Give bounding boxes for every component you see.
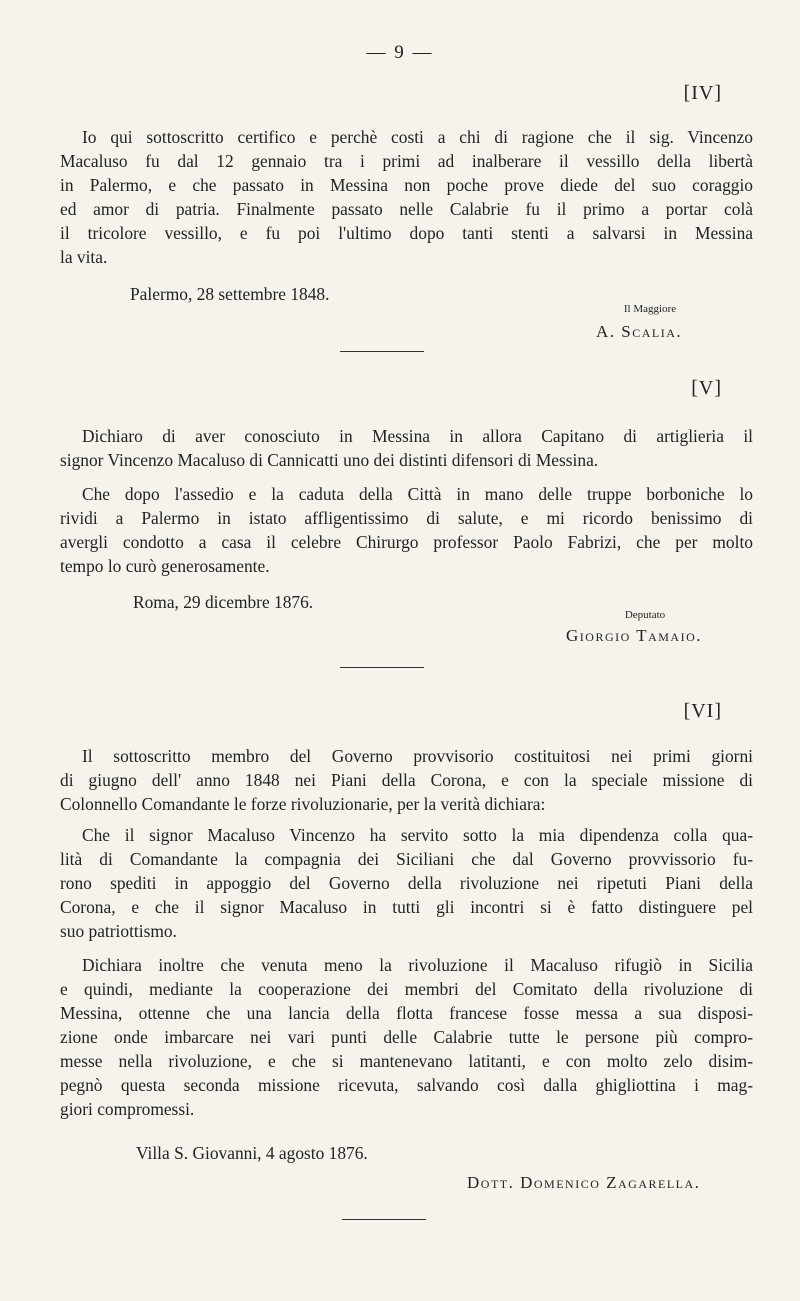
text-line: Dichiara inoltre che venuta meno la rivoluzione il Macaluso rifugiò in Sicilia bbox=[82, 955, 753, 975]
text-line: Il sottoscritto membro del Governo provvisorio costituitosi nei primi giorni bbox=[82, 746, 753, 766]
signer-name: A. Scalia. bbox=[596, 322, 683, 341]
text-line: il tricolore vessillo, e fu poi l'ultimo dopo tanti stenti a salvarsi in Messina bbox=[60, 223, 753, 243]
text-line: Dichiaro di aver conosciuto in Messina in allora Capitano di artiglieria il bbox=[82, 426, 753, 446]
text-line: lità di Comandante la compagnia dei Siciliani che dal Governo provvissorio fu- bbox=[60, 849, 753, 869]
text-line: ed amor di patria. Finalmente passato nelle Calabrie fu il primo a portar colà bbox=[60, 199, 753, 219]
section-divider bbox=[342, 1219, 426, 1220]
text-line: Che il signor Macaluso Vincenzo ha servito sotto la mia dipendenza colla qua- bbox=[82, 825, 753, 845]
text-line: in Palermo, e che passato in Messina non poche prove diede del suo coraggio bbox=[60, 175, 753, 195]
text-line: Corona, e che il signor Macaluso in tutti gli incontri si è fatto distinguere pel bbox=[60, 897, 753, 917]
section-vi-paragraph-3 bbox=[60, 953, 753, 1121]
signer-name: Giorgio Tamaio. bbox=[566, 626, 703, 645]
text-line: zione onde imbarcare nei vari punti delle Calabrie tutte le persone più compro- bbox=[60, 1027, 753, 1047]
text-line: signor Vincenzo Macaluso di Cannicatti uno dei distinti difensori di Messina. bbox=[60, 450, 599, 470]
text-line: messe nella rivoluzione, e che si mantenevano latitanti, e con molto zelo disim- bbox=[60, 1051, 753, 1071]
section-v-paragraph-2 bbox=[60, 482, 753, 578]
text-line: giori compromessi. bbox=[60, 1099, 195, 1119]
section-number-iv: [IV] bbox=[683, 82, 722, 104]
text-line: tempo lo curò generosamente. bbox=[60, 556, 270, 576]
text-line: Io qui sottoscritto certifico e perchè costi a chi di ragione che il sig. Vincenzo bbox=[82, 127, 753, 147]
section-number-v: [V] bbox=[691, 377, 722, 399]
text-line: rividi a Palermo in istato affligentissimo di salute, e mi ricordo benissimo di bbox=[60, 508, 753, 528]
place-date: Palermo, 28 settembre 1848. bbox=[130, 284, 330, 304]
text-line: Colonnello Comandante le forze rivoluzionarie, per la verità dichiara: bbox=[60, 794, 546, 814]
place-date: Roma, 29 dicembre 1876. bbox=[133, 592, 314, 612]
text-line: e quindi, mediante la cooperazione dei membri del Comitato della rivoluzione di bbox=[60, 979, 753, 999]
signer-title: Il Maggiore bbox=[623, 303, 677, 315]
text-line: suo patriottismo. bbox=[60, 921, 177, 941]
section-number-vi: [VI] bbox=[683, 700, 722, 722]
text-line: Che dopo l'assedio e la caduta della Città in mano delle truppe borboniche lo bbox=[82, 484, 753, 504]
section-vi-paragraph-1 bbox=[60, 744, 753, 816]
section-divider bbox=[340, 667, 424, 668]
signer-name: Dott. Domenico Zagarella. bbox=[467, 1173, 701, 1192]
section-iv-paragraph-1 bbox=[60, 125, 753, 269]
page-number: — 9 — bbox=[366, 42, 434, 63]
text-line: rono spediti in appoggio del Governo della rivoluzione nei ripetuti Piani della bbox=[60, 873, 753, 893]
section-v-paragraph-1 bbox=[60, 424, 753, 472]
place-date: Villa S. Giovanni, 4 agosto 1876. bbox=[136, 1143, 368, 1163]
text-line: avergli condotto a casa il celebre Chirurgo professor Paolo Fabrizi, che per molto bbox=[60, 532, 753, 552]
section-divider bbox=[340, 351, 424, 352]
section-vi-paragraph-2 bbox=[60, 823, 753, 943]
text-line: pegnò questa seconda missione ricevuta, salvando così dalla ghigliottina i mag- bbox=[60, 1075, 753, 1095]
text-line: Messina, ottenne che una lancia della flotta francese fosse messa a sua disposi- bbox=[60, 1003, 753, 1023]
text-line: Macaluso fu dal 12 gennaio tra i primi ad inalberare il vessillo della libertà bbox=[60, 151, 753, 171]
text-line: di giugno dell' anno 1848 nei Piani della Corona, e con la speciale missione di bbox=[60, 770, 753, 790]
text-line: la vita. bbox=[60, 247, 108, 267]
signer-title: Deputato bbox=[624, 609, 666, 621]
